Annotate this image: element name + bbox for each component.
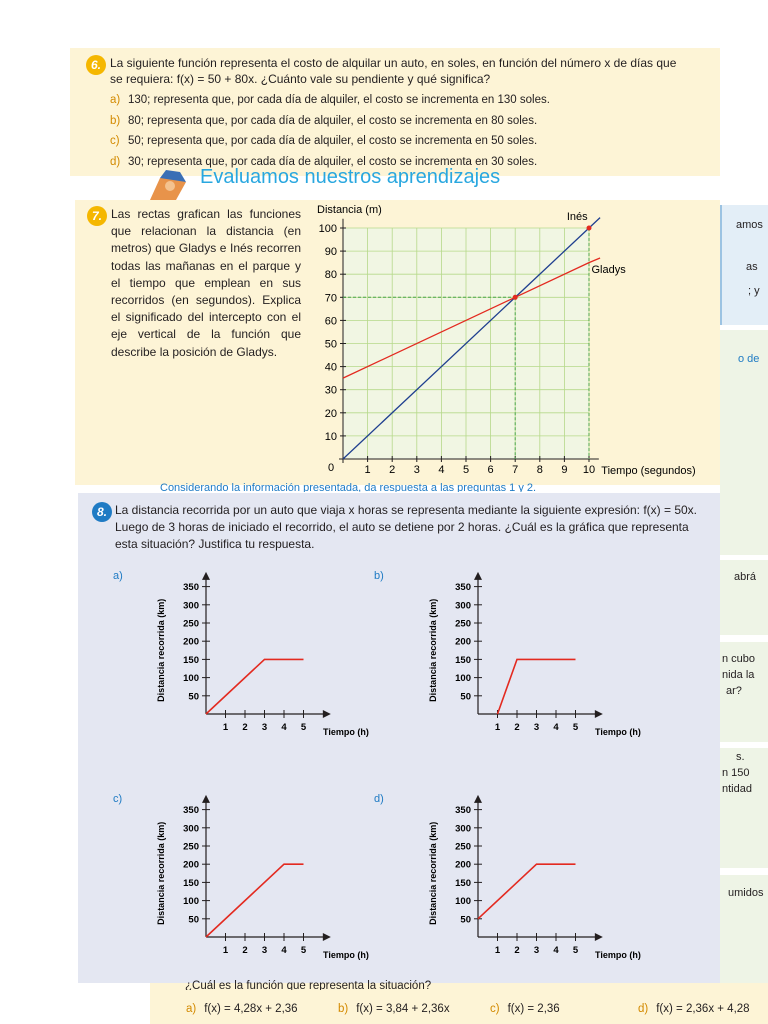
question-number-badge: 6.	[86, 55, 106, 75]
y-tick-label: 50	[188, 914, 199, 926]
question-text: La distancia recorrida por un auto que viaja x horas se representa mediante la siguiente expresión: f(x) = 50x. Luego de 3 horas de iniciado el recorrido, el auto se detiene por 2 horas. ¿Cuál es la gráfica que representa esta situación? Justifica tu respuesta.	[115, 503, 697, 551]
option-letter: b)	[338, 1003, 349, 1015]
x-tick-label: 8	[536, 464, 543, 476]
bottom-question: ¿Cuál es la función que representa la situación?	[185, 980, 432, 990]
series-line	[478, 864, 576, 919]
x-tick-label: 1	[364, 464, 371, 476]
bottom-option-d[interactable]	[638, 1003, 750, 1015]
option-text: 80; representa que, por cada día de alquiler, el costo se incrementa en 80 soles.	[128, 115, 538, 127]
distance-time-chart	[307, 200, 720, 485]
y-tick-label: 350	[183, 805, 199, 817]
x-axis-label: Tiempo (segundos)	[601, 465, 696, 477]
y-tick-label: 200	[183, 636, 199, 648]
series-line	[206, 864, 304, 937]
x-tick-label: 2	[514, 722, 520, 733]
answer-option-b[interactable]	[110, 114, 537, 129]
instruction-line: Considerando la información presentada, da respuesta a las preguntas 1 y 2.	[160, 482, 537, 492]
x-tick-label: 2	[389, 464, 396, 476]
question-number-badge: 8.	[92, 502, 112, 522]
y-tick-label: 50	[324, 338, 337, 351]
mascot-illustration	[146, 168, 194, 202]
bg-snippet: n 150	[722, 767, 750, 779]
y-tick-label: 150	[183, 654, 199, 666]
x-tick-label: 5	[462, 464, 470, 476]
y-axis-label: Distancia recorrida (km)	[156, 598, 166, 702]
graph-option-b[interactable]	[422, 563, 642, 763]
bottom-option-a[interactable]	[186, 1003, 298, 1015]
y-tick-label: 70	[324, 292, 337, 305]
bg-snippet: as	[746, 261, 758, 273]
bg-snippet: ntidad	[722, 783, 752, 795]
y-tick-label: 100	[455, 673, 471, 685]
x-axis-label: Tiempo (h)	[595, 950, 641, 960]
y-tick-label: 200	[455, 859, 471, 871]
y-tick-label: 250	[455, 618, 471, 630]
bg-snippet: nida la	[722, 669, 755, 681]
x-tick-label: 6	[487, 464, 494, 476]
x-tick-label: 10	[582, 464, 596, 476]
question-8-card	[78, 493, 720, 983]
x-axis-arrow	[595, 933, 603, 941]
bg-snippet: s.	[736, 751, 745, 763]
y-tick-label: 250	[455, 841, 471, 853]
x-axis-label: Tiempo (h)	[323, 950, 369, 960]
graph-label-c: c)	[113, 793, 123, 805]
x-tick-label: 5	[300, 722, 307, 733]
graph-option-c[interactable]	[150, 786, 370, 986]
bg-snippet: ; y	[748, 285, 760, 297]
bottom-option-b[interactable]	[338, 1003, 450, 1015]
option-text: f(x) = 3,84 + 2,36x	[356, 1003, 450, 1015]
y-tick-label: 300	[183, 600, 199, 612]
x-tick-label: 3	[533, 722, 540, 733]
y-axis-label: Distancia recorrida (km)	[428, 821, 438, 925]
y-tick-label: 100	[455, 896, 471, 908]
bg-snippet: ar?	[726, 685, 742, 697]
y-tick-label: 40	[324, 361, 337, 374]
x-tick-label: 9	[561, 464, 568, 476]
y-axis-label: Distancia (m)	[317, 204, 382, 216]
question-stem: La siguiente función representa el costo de alquilar un auto, en soles, en función del número x de días que	[110, 56, 677, 70]
question-6-card	[70, 48, 720, 176]
x-tick-label: 3	[261, 722, 268, 733]
x-tick-label: 4	[553, 722, 559, 733]
option-letter: c)	[490, 1003, 500, 1015]
y-tick-label: 90	[324, 246, 337, 259]
x-tick-label: 4	[281, 722, 287, 733]
option-text: 130; representa que, por cada día de alquiler, el costo se incrementa en 130 soles.	[128, 94, 550, 106]
y-tick-label: 50	[460, 914, 471, 926]
series-label-ines: Inés	[566, 210, 588, 223]
bg-snippet: n cubo	[722, 653, 756, 665]
y-tick-label: 350	[455, 805, 471, 817]
question-text: Las rectas grafican las funciones que relacionan la distancia (en metros) que Gladys e Inés recorren todas las mañanas en el parque y el tiempo que emplean en sus recorridos (en segundos). Explica el significado del intercepto con el eje vertical de la función que describe la posición de Gladys.	[111, 207, 301, 359]
y-tick-label: 250	[183, 618, 199, 630]
y-axis-arrow	[474, 795, 482, 803]
question-number-badge: 7.	[87, 206, 107, 226]
y-tick-label: 10	[324, 430, 337, 443]
y-tick-label: 350	[455, 582, 471, 594]
x-axis-label: Tiempo (h)	[595, 727, 641, 737]
graph-label-d: d)	[374, 793, 384, 805]
ines-endpoint	[587, 226, 592, 231]
y-tick-label: 350	[183, 582, 199, 594]
y-tick-label: 60	[324, 315, 337, 328]
x-tick-label: 1	[494, 722, 501, 733]
option-text: f(x) = 4,28x + 2,36	[204, 1003, 298, 1015]
y-axis-arrow	[202, 795, 210, 803]
y-axis-label: Distancia recorrida (km)	[156, 821, 166, 925]
y-tick-label: 50	[188, 691, 199, 703]
bg-snippet: umidos	[728, 887, 764, 899]
x-tick-label: 3	[533, 945, 540, 956]
option-letter: a)	[110, 94, 121, 106]
bg-snippet: o de	[738, 353, 760, 365]
intersection-point	[513, 295, 518, 300]
y-tick-label: 80	[324, 269, 337, 282]
x-tick-label: 5	[572, 722, 579, 733]
y-tick-label: 50	[460, 691, 471, 703]
x-tick-label: 2	[514, 945, 520, 956]
x-tick-label: 1	[494, 945, 501, 956]
x-tick-label: 1	[222, 945, 229, 956]
question-7-card	[75, 200, 720, 485]
option-text: f(x) = 2,36x + 4,28	[656, 1003, 750, 1015]
y-axis-arrow	[474, 572, 482, 580]
y-tick-label: 150	[183, 877, 199, 889]
y-tick-label: 150	[455, 877, 471, 889]
x-tick-label: 3	[413, 464, 420, 476]
y-tick-label: 100	[183, 673, 199, 685]
x-tick-label: 2	[242, 945, 248, 956]
x-tick-label: 5	[572, 945, 579, 956]
series-line	[206, 659, 304, 714]
y-axis-label: Distancia recorrida (km)	[428, 598, 438, 702]
y-tick-label: 150	[455, 654, 471, 666]
question-stem: se requiera: f(x) = 50 + 80x. ¿Cuánto vale su pendiente y qué significa?	[110, 72, 491, 86]
y-tick-label: 200	[183, 859, 199, 871]
x-tick-label: 5	[300, 945, 307, 956]
series-label-gladys: Gladys	[591, 264, 626, 277]
section-header: Evaluamos nuestros aprendizajes	[200, 166, 501, 188]
series-line	[498, 659, 576, 714]
option-letter: a)	[186, 1003, 197, 1015]
graph-label-b: b)	[374, 570, 384, 582]
bg-snippet: amos	[736, 219, 763, 231]
x-tick-label: 2	[242, 722, 248, 733]
x-tick-label: 7	[512, 464, 519, 476]
x-axis-arrow	[323, 933, 331, 941]
y-tick-label: 200	[455, 636, 471, 648]
option-letter: c)	[110, 135, 120, 147]
y-tick-label: 20	[324, 407, 337, 420]
option-text: 50; representa que, por cada día de alquiler, el costo se incrementa en 50 soles.	[128, 135, 538, 147]
y-tick-label: 100	[318, 223, 337, 235]
graph-option-a[interactable]	[150, 563, 370, 763]
x-tick-label: 4	[553, 945, 559, 956]
answer-option-a[interactable]	[110, 93, 550, 108]
x-axis-arrow	[595, 710, 603, 718]
option-letter: b)	[110, 115, 121, 127]
graph-label-a: a)	[113, 570, 123, 582]
x-axis-label: Tiempo (h)	[323, 727, 369, 737]
option-text: f(x) = 2,36	[507, 1003, 560, 1015]
y-tick-label: 300	[183, 823, 199, 835]
graph-option-d[interactable]	[422, 786, 642, 986]
y-tick-label: 300	[455, 600, 471, 612]
x-tick-label: 1	[222, 722, 229, 733]
option-text: 30; representa que, por cada día de alquiler, el costo se incrementa en 30 soles.	[128, 156, 538, 168]
x-axis-arrow	[323, 710, 331, 718]
bottom-option-c[interactable]	[490, 1003, 560, 1015]
answer-option-c[interactable]	[110, 134, 537, 149]
bg-snippet: abrá	[734, 571, 757, 583]
x-tick-label: 4	[438, 464, 445, 476]
option-letter: d)	[110, 156, 121, 168]
origin-label: 0	[327, 462, 335, 474]
y-tick-label: 250	[183, 841, 199, 853]
y-tick-label: 300	[455, 823, 471, 835]
x-tick-label: 4	[281, 945, 287, 956]
y-tick-label: 100	[183, 896, 199, 908]
y-tick-label: 30	[324, 384, 337, 397]
x-tick-label: 3	[261, 945, 268, 956]
option-letter: d)	[638, 1003, 649, 1015]
y-axis-arrow	[202, 572, 210, 580]
